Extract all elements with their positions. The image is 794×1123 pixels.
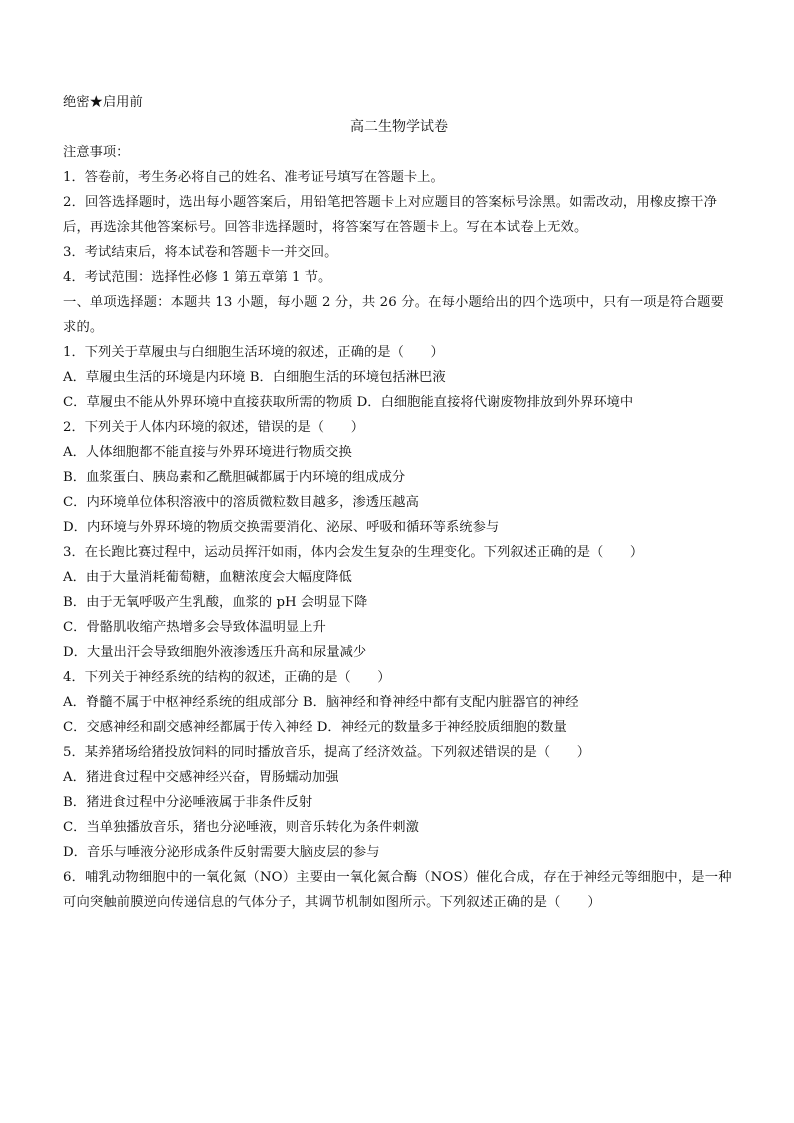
question-option: A．猪进食过程中交感神经兴奋，胃肠蠕动加强 <box>63 770 339 785</box>
exam-content <box>63 90 735 915</box>
question-stem: 1．下列关于草履虫与白细胞生活环境的叙述，正确的是（ ） <box>63 345 444 360</box>
note-item: 1．答卷前，考生务必将自己的姓名、准考证号填写在答题卡上。 <box>63 170 444 185</box>
question-option: D．音乐与唾液分泌形成条件反射需要大脑皮层的参与 <box>63 845 380 860</box>
question-option: B．猪进食过程中分泌唾液属于非条件反射 <box>63 795 313 810</box>
question-option: C．交感神经和副交感神经都属于传入神经 D．神经元的数量多于神经胶质细胞的数量 <box>63 720 567 735</box>
question-stem: 5．某养猪场给猪投放饲料的同时播放音乐，提高了经济效益。下列叙述错误的是（ ） <box>63 745 591 760</box>
page-title: 高二生物学试卷 <box>350 119 448 135</box>
section-heading: 一、单项选择题：本题共 13 小题，每小题 2 分，共 26 分。在每小题给出的四个选项中，只有一项是符合题要求的。 <box>63 295 724 335</box>
question-option: C．骨骼肌收缩产热增多会导致体温明显上升 <box>63 620 326 635</box>
question-option: B．血浆蛋白、胰岛素和乙酰胆碱都属于内环境的组成成分 <box>63 470 406 485</box>
confidential-label: 绝密★启用前 <box>63 95 143 110</box>
question-option: A．草履虫生活的环境是内环境 B．白细胞生活的环境包括淋巴液 <box>63 370 446 385</box>
question-option: C．当单独播放音乐，猪也分泌唾液，则音乐转化为条件刺激 <box>63 820 419 835</box>
notes-heading: 注意事项： <box>63 145 130 160</box>
question-option: A．由于大量消耗葡萄糖，血糖浓度会大幅度降低 <box>63 570 352 585</box>
question-stem: 6．哺乳动物细胞中的一氧化氮（NO）主要由一氧化氮合酶（NOS）催化合成，存在于神经元等细胞中，是一种可向突触前膜逆向传递信息的气体分子，其调节机制如图所示。下列叙述正确的是（ ） <box>63 870 732 910</box>
question-stem: 3．在长跑比赛过程中，运动员挥汗如雨，体内会发生复杂的生理变化。下列叙述正确的是（ ） <box>63 545 644 560</box>
note-item: 2．回答选择题时，选出每小题答案后，用铅笔把答题卡上对应题目的答案标号涂黑。如需改动，用橡皮擦干净后，再选涂其他答案标号。回答非选择题时，将答案写在答题卡上。写在本试卷上无效。 <box>63 195 718 235</box>
question-option: A．人体细胞都不能直接与外界环境进行物质交换 <box>63 445 352 460</box>
question-option: C．草履虫不能从外界环境中直接获取所需的物质 D．白细胞能直接将代谢废物排放到外界环境中 <box>63 395 634 410</box>
question-option: D．大量出汗会导致细胞外液渗透压升高和尿量减少 <box>63 645 367 660</box>
note-item: 4．考试范围：选择性必修 1 第五章第 1 节。 <box>63 270 332 285</box>
question-option: A．脊髓不属于中枢神经系统的组成部分 B．脑神经和脊神经中都有支配内脏器官的神经 <box>63 695 579 710</box>
question-stem: 2．下列关于人体内环境的叙述，错误的是（ ） <box>63 420 364 435</box>
question-option: B．由于无氧呼吸产生乳酸，血浆的 pH 会明显下降 <box>63 595 368 610</box>
note-item: 3．考试结束后，将本试卷和答题卡一并交回。 <box>63 245 338 260</box>
question-option: D．内环境与外界环境的物质交换需要消化、泌尿、呼吸和循环等系统参与 <box>63 520 500 535</box>
question-stem: 4．下列关于神经系统的结构的叙述，正确的是（ ） <box>63 670 391 685</box>
question-option: C．内环境单位体积溶液中的溶质微粒数目越多，渗透压越高 <box>63 495 419 510</box>
